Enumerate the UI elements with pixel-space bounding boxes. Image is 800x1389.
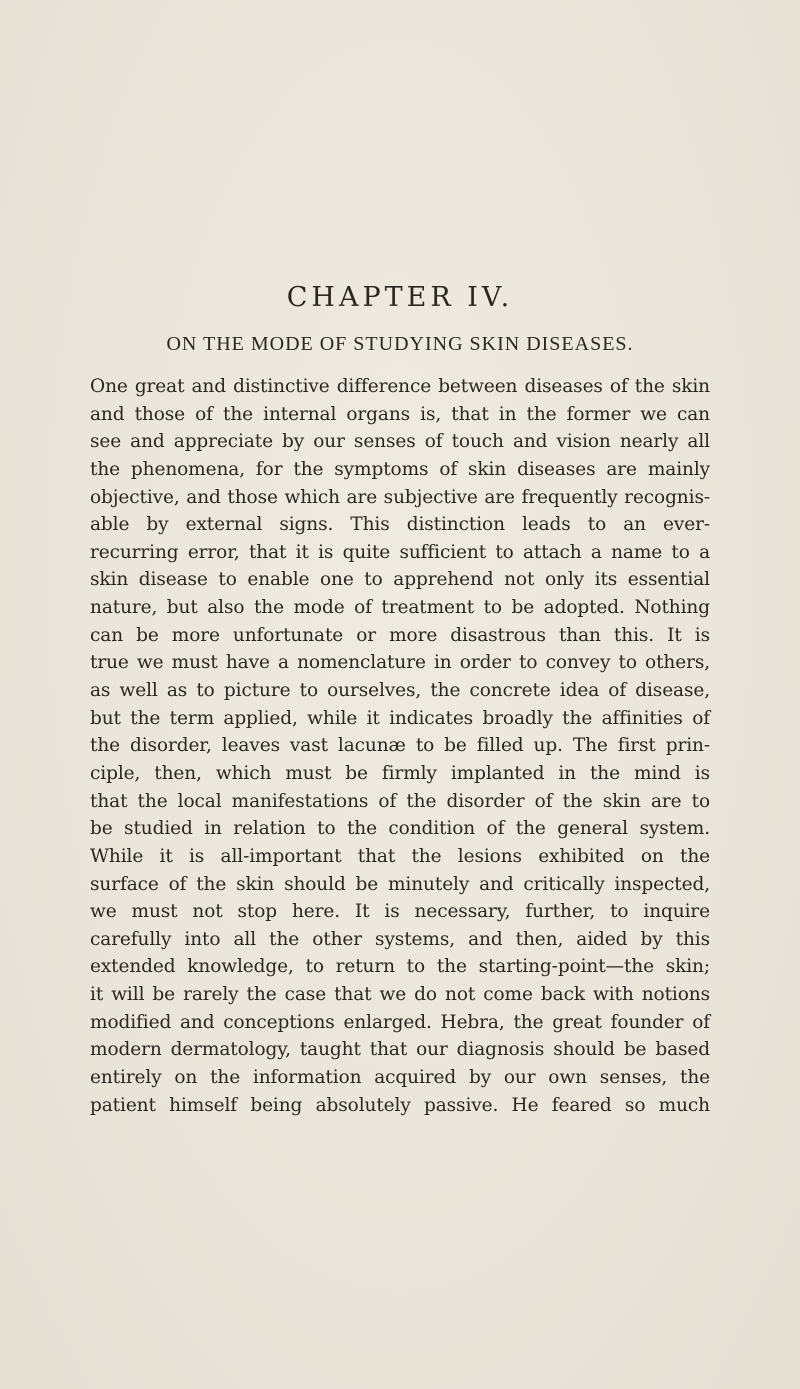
text-line: extended knowledge, to return to the starting-point—the skin; <box>90 956 710 978</box>
body-text <box>90 373 710 1119</box>
text-line: While it is all-important that the lesions exhibited on the <box>90 845 710 867</box>
text-line: ciple, then, which must be firmly implanted in the mind is <box>90 762 710 784</box>
text-line: the disorder, leaves vast lacunæ to be filled up. The first prin- <box>90 735 710 757</box>
text-line: can be more unfortunate or more disastrous than this. It is <box>90 624 710 646</box>
text-line: the phenomena, for the symptoms of skin diseases are mainly <box>90 458 710 480</box>
text-line: true we must have a nomenclature in order to convey to others, <box>90 652 710 674</box>
text-line: patient himself being absolutely passive. He feared so much <box>90 1094 710 1116</box>
text-line: objective, and those which are subjective are frequently recognis- <box>90 486 710 508</box>
text-line: be studied in relation to the condition of the general system. <box>90 818 710 840</box>
text-line: carefully into all the other systems, and then, aided by this <box>90 928 710 950</box>
chapter-title: ON THE MODE OF STUDYING SKIN DISEASES. <box>166 333 634 355</box>
text-line: skin disease to enable one to apprehend not only its essential <box>90 569 710 591</box>
text-line: One great and distinctive difference between diseases of the skin <box>90 376 710 397</box>
text-line: recurring error, that it is quite sufficient to attach a name to a <box>90 541 710 563</box>
text-line: we must not stop here. It is necessary, further, to inquire <box>90 901 710 923</box>
chapter-heading: CHAPTER IV. <box>286 282 514 313</box>
text-line: nature, but also the mode of treatment to be adopted. Nothing <box>90 597 710 619</box>
text-line: and those of the internal organs is, that in the former we can <box>90 403 710 425</box>
text-line: but the term applied, while it indicates broadly the affinities of <box>90 707 710 729</box>
text-line: see and appreciate by our senses of touch and vision nearly all <box>90 431 710 453</box>
text-line: modified and conceptions enlarged. Hebra, the great founder of <box>90 1011 710 1033</box>
text-line: that the local manifestations of the disorder of the skin are to <box>90 790 710 812</box>
text-line: entirely on the information acquired by our own senses, the <box>90 1067 710 1089</box>
text-line: modern dermatology, taught that our diagnosis should be based <box>90 1039 710 1061</box>
text-line: able by external signs. This distinction leads to an ever- <box>90 514 710 536</box>
text-line: surface of the skin should be minutely and critically inspected, <box>90 873 710 895</box>
text-line: it will be rarely the case that we do not come back with notions <box>90 984 710 1006</box>
text-line: as well as to picture to ourselves, the concrete idea of disease, <box>90 680 710 702</box>
